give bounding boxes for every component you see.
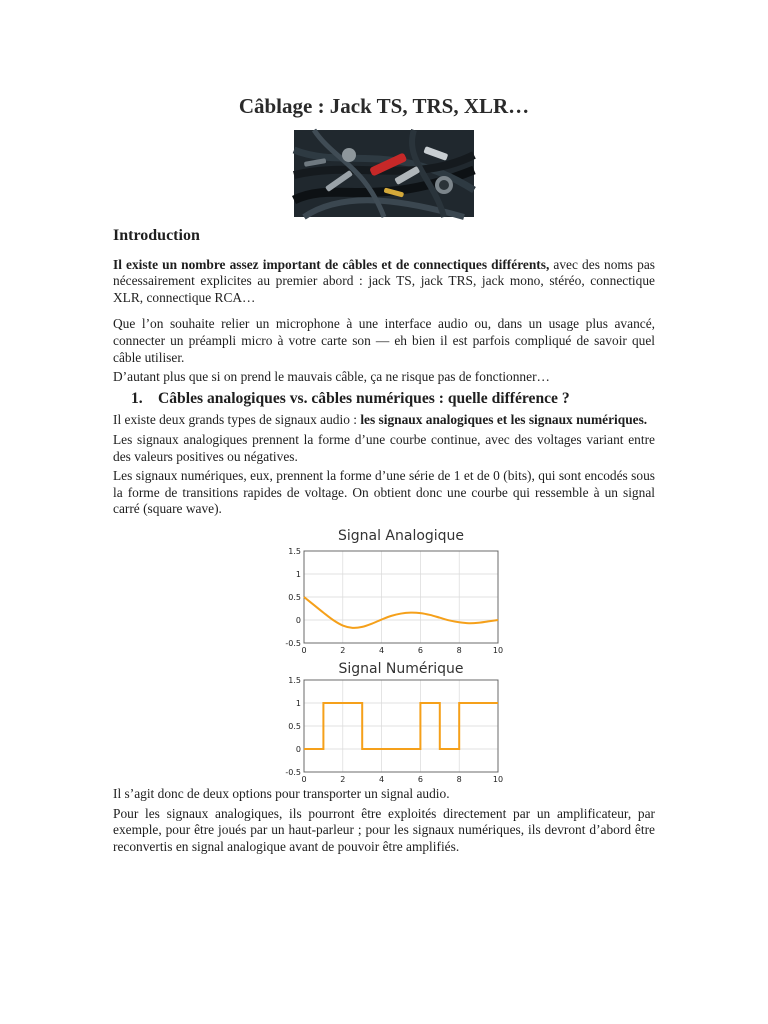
x-tick-label: 10 <box>492 645 504 655</box>
x-tick-label: 8 <box>456 774 462 784</box>
x-tick-label: 0 <box>301 645 307 655</box>
y-tick-label: 1.5 <box>288 546 301 556</box>
intro-paragraph-3: D’autant plus que si on prend le mauvais câble, ça ne risque pas de fonctionner… <box>113 369 550 385</box>
digital-signal-chart <box>260 655 504 784</box>
document-body <box>113 228 655 855</box>
y-tick-label: -0.5 <box>285 638 301 648</box>
section-1-paragraph-3: Les signaux numériques, eux, prennent la forme d’une série de 1 et de 0 (bits), qui sont encodés sous la forme de transitions rapides de voltage. On obtient donc une courbe qui ressemble à un signal carré (square wave). <box>113 468 655 517</box>
x-tick-label: 6 <box>417 774 423 784</box>
x-tick-label: 0 <box>301 774 307 784</box>
y-tick-label: 0 <box>295 744 301 754</box>
chart-title: Signal Numérique <box>338 660 464 677</box>
section-1-paragraph-4: Il s’agit donc de deux options pour transporter un signal audio. <box>113 785 450 801</box>
signal-charts-figure <box>260 522 504 784</box>
x-tick-label: 2 <box>340 645 346 655</box>
cables-photo <box>294 130 474 217</box>
x-tick-label: 6 <box>417 645 423 655</box>
cables-photo-illustration <box>294 130 474 217</box>
section-1-p1-start: Il existe deux grands types de signaux audio : <box>113 412 361 428</box>
section-1-number: 1. <box>131 389 143 407</box>
page-title: Câblage : Jack TS, TRS, XLR… <box>238 94 530 118</box>
section-1-heading <box>113 391 655 408</box>
x-tick-label: 4 <box>379 645 385 655</box>
x-tick-label: 10 <box>492 774 504 784</box>
intro-paragraph-1 <box>113 257 655 307</box>
section-1-paragraph-5: Pour les signaux analogiques, ils pourront être exploités directement par un amplificateur, par exemple, pour être joués par un haut-parleur ; pour les signaux numériques, ils devront d’abord être reconvertis en signal analogique avant de pouvoir être amplifiés. <box>113 805 655 854</box>
y-tick-label: 0 <box>295 615 301 625</box>
x-tick-label: 8 <box>456 645 462 655</box>
chart-title: Signal Analogique <box>337 527 465 544</box>
analog-signal-chart <box>260 522 504 655</box>
introduction-heading: Introduction <box>113 227 200 244</box>
y-tick-label: 0.5 <box>288 721 301 731</box>
section-1-p1-bold: les signaux analogiques et les signaux numériques. <box>360 412 648 428</box>
section-1-title: Câbles analogiques vs. câbles numériques : quelle différence ? <box>158 389 570 407</box>
y-tick-label: 1 <box>295 569 301 579</box>
y-tick-label: -0.5 <box>285 767 301 777</box>
x-tick-label: 2 <box>340 774 346 784</box>
intro-paragraph-2: Que l’on souhaite relier un microphone à une interface audio ou, dans un usage plus avancé, connecter un préampli micro à votre carte son — eh bien il est parfois compliqué de savoir quel câble utiliser. <box>113 316 655 365</box>
section-1-paragraph-1 <box>113 412 655 429</box>
intro-p1-rest: avec des noms pas nécessairement explicites au premier abord : jack TS, jack TRS, jack mono, stéréo, connectique XLR, connectique RCA… <box>113 256 655 305</box>
y-tick-label: 0.5 <box>288 592 301 602</box>
section-1-paragraph-2: Les signaux analogiques prennent la forme d’une courbe continue, avec des voltages variant entre des valeurs positives ou négatives. <box>113 431 655 464</box>
y-tick-label: 1.5 <box>288 675 301 685</box>
y-tick-label: 1 <box>295 698 301 708</box>
intro-p1-bold: Il existe un nombre assez important de câbles et de connectiques différents, <box>113 256 550 272</box>
x-tick-label: 4 <box>379 774 385 784</box>
